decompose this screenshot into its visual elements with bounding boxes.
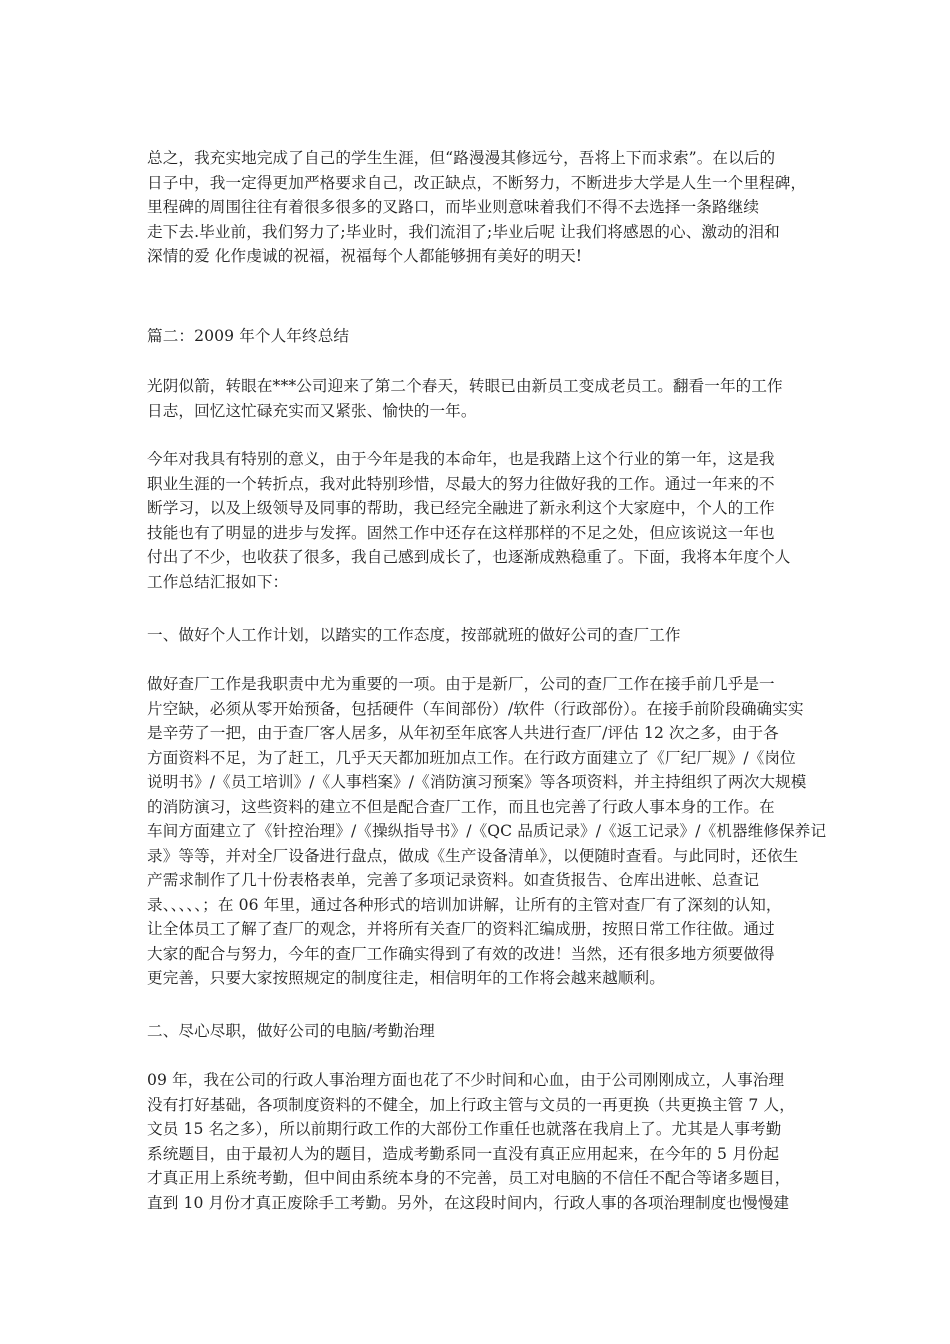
text-line: 付出了不少，也收获了很多，我自己感到成长了，也逐渐成熟稳重了。下面，我将本年度个人	[147, 548, 791, 566]
text-line: 深情的爱 化作虔诚的祝福，祝福每个人都能够拥有美好的明天!	[147, 247, 583, 265]
section-heading-1	[147, 623, 807, 648]
text-line: 光阴似箭，转眼在***公司迎来了第二个春天，转眼已由新员工变成老员工。翻看一年的工作	[147, 377, 783, 395]
text-line: 车间方面建立了《针控治理》/《操纵指导书》/《QC 品质记录》/《返工记录》/《机器维修保养记	[147, 822, 827, 840]
text-line: 职业生涯的一个转折点，我对此特别珍惜，尽最大的努力往做好我的工作。通过一年来的不	[147, 474, 775, 493]
text-line: 说明书》/《员工培训》/《人事档案》/《消防演习预案》等各项资料，并主持组织了两次大规模	[147, 773, 807, 791]
heading-text: 一、做好个人工作计划，以踏实的工作态度，按部就班的做好公司的查厂工作	[147, 626, 681, 644]
section-heading-2	[147, 1019, 807, 1044]
text-line: 走下去.毕业前，我们努力了;毕业时，我们流泪了;毕业后呢 让我们将感恩的心、激动的泪和	[147, 222, 780, 241]
text-line: 片空缺，必须从零开始预备，包括硬件（车间部份）/软件（行政部份）。在接手前阶段确确实实	[147, 699, 804, 718]
text-line: 工作总结汇报如下：	[147, 572, 289, 591]
text-line: 09 年，我在公司的行政人事治理方面也花了不少时间和心血，由于公司刚刚成立，人事治理	[147, 1071, 785, 1089]
text-line: 日子中，我一定得更加严格要求自己，改正缺点，不断努力，不断进步大学是人生一个里程碑，	[147, 173, 807, 192]
text-line: 是辛劳了一把，由于查厂客人居多，从年初至年底客人共进行查厂/评估 12 次之多，由于各	[147, 724, 779, 742]
paragraph-factory-audit	[147, 672, 827, 991]
text-line: 录》等等，并对全厂设备进行盘点，做成《生产设备清单》，以便随时查看。与此同时，还依生	[147, 846, 799, 865]
text-line: 今年对我具有特别的意义，由于今年是我的本命年，也是我踏上这个行业的第一年，这是我	[147, 450, 775, 468]
text-line: 里程碑的周围往往有着很多很多的叉路口，而毕业则意味着我们不得不去选择一条路继续	[147, 198, 760, 216]
text-line: 产需求制作了几十份表格表单，完善了多项记录资料。如查货报告、仓库出进帐、总查记	[147, 871, 760, 889]
text-line: 直到 10 月份才真正废除手工考勤。另外，在这段时间内，行政人事的各项治理制度也慢慢建	[147, 1193, 790, 1212]
text-line: 的消防演习，这些资料的建立不但是配合查厂工作，而且也完善了行政人事本身的工作。在	[147, 797, 775, 816]
paragraph-attendance	[147, 1068, 807, 1215]
text-line: 做好查厂工作是我职责中尤为重要的一项。由于是新厂，公司的查厂工作在接手前几乎是一	[147, 675, 775, 693]
paragraph-intro	[147, 374, 807, 423]
text-line: 总之，我充实地完成了自己的学生生涯，但“路漫漫其修远兮，吾将上下而求索”。在以后的	[147, 149, 776, 167]
paragraph-meaning	[147, 447, 807, 594]
text-line: 没有打好基础，各项制度资料的不健全，加上行政主管与文员的一再更换（共更换主管 7 人，	[147, 1095, 795, 1114]
paragraph-conclusion	[147, 146, 807, 269]
text-line: 大家的配合与努力，今年的查厂工作确实得到了有效的改进！当然，还有很多地方须要做得	[147, 944, 775, 963]
heading-text: 篇二：2009 年个人年终总结	[147, 327, 350, 345]
article-heading	[147, 324, 807, 349]
text-line: 录、、、、、；在 06 年里，通过各种形式的培训加讲解，让所有的主管对查厂有了深刻的认知，	[147, 895, 782, 914]
text-line: 才真正用上系统考勤，但中间由系统本身的不完善，员工对电脑的不信任不配合等诸多题目，	[147, 1169, 791, 1187]
text-line: 让全体员工了解了查厂的观念，并将所有关查厂的资料汇编成册，按照日常工作往做。通过	[147, 920, 775, 938]
heading-text: 二、尽心尽职，做好公司的电脑/考勤治理	[147, 1022, 435, 1040]
text-line: 日志，回忆这忙碌充实而又紧张、愉快的一年。	[147, 401, 477, 420]
text-line: 更完善，只要大家按照规定的制度往走，相信明年的工作将会越来越顺利。	[147, 969, 665, 987]
text-line: 系统题目，由于最初人为的题目，造成考勤系同一直没有真正应用起来，在今年的 5 月份起	[147, 1144, 780, 1163]
text-line: 文员 15 名之多），所以前期行政工作的大部份工作重任也就落在我肩上了。尤其是人事考勤	[147, 1120, 782, 1138]
text-line: 技能也有了明显的进步与发挥。固然工作中还存在这样那样的不足之处，但应该说这一年也	[147, 523, 775, 542]
text-line: 方面资料不足，为了赶工，几乎天天都加班加点工作。在行政方面建立了《厂纪厂规》/《岗位	[147, 748, 796, 767]
text-line: 断学习，以及上级领导及同事的帮助，我已经完全融进了新永利这个大家庭中，个人的工作	[147, 499, 775, 517]
